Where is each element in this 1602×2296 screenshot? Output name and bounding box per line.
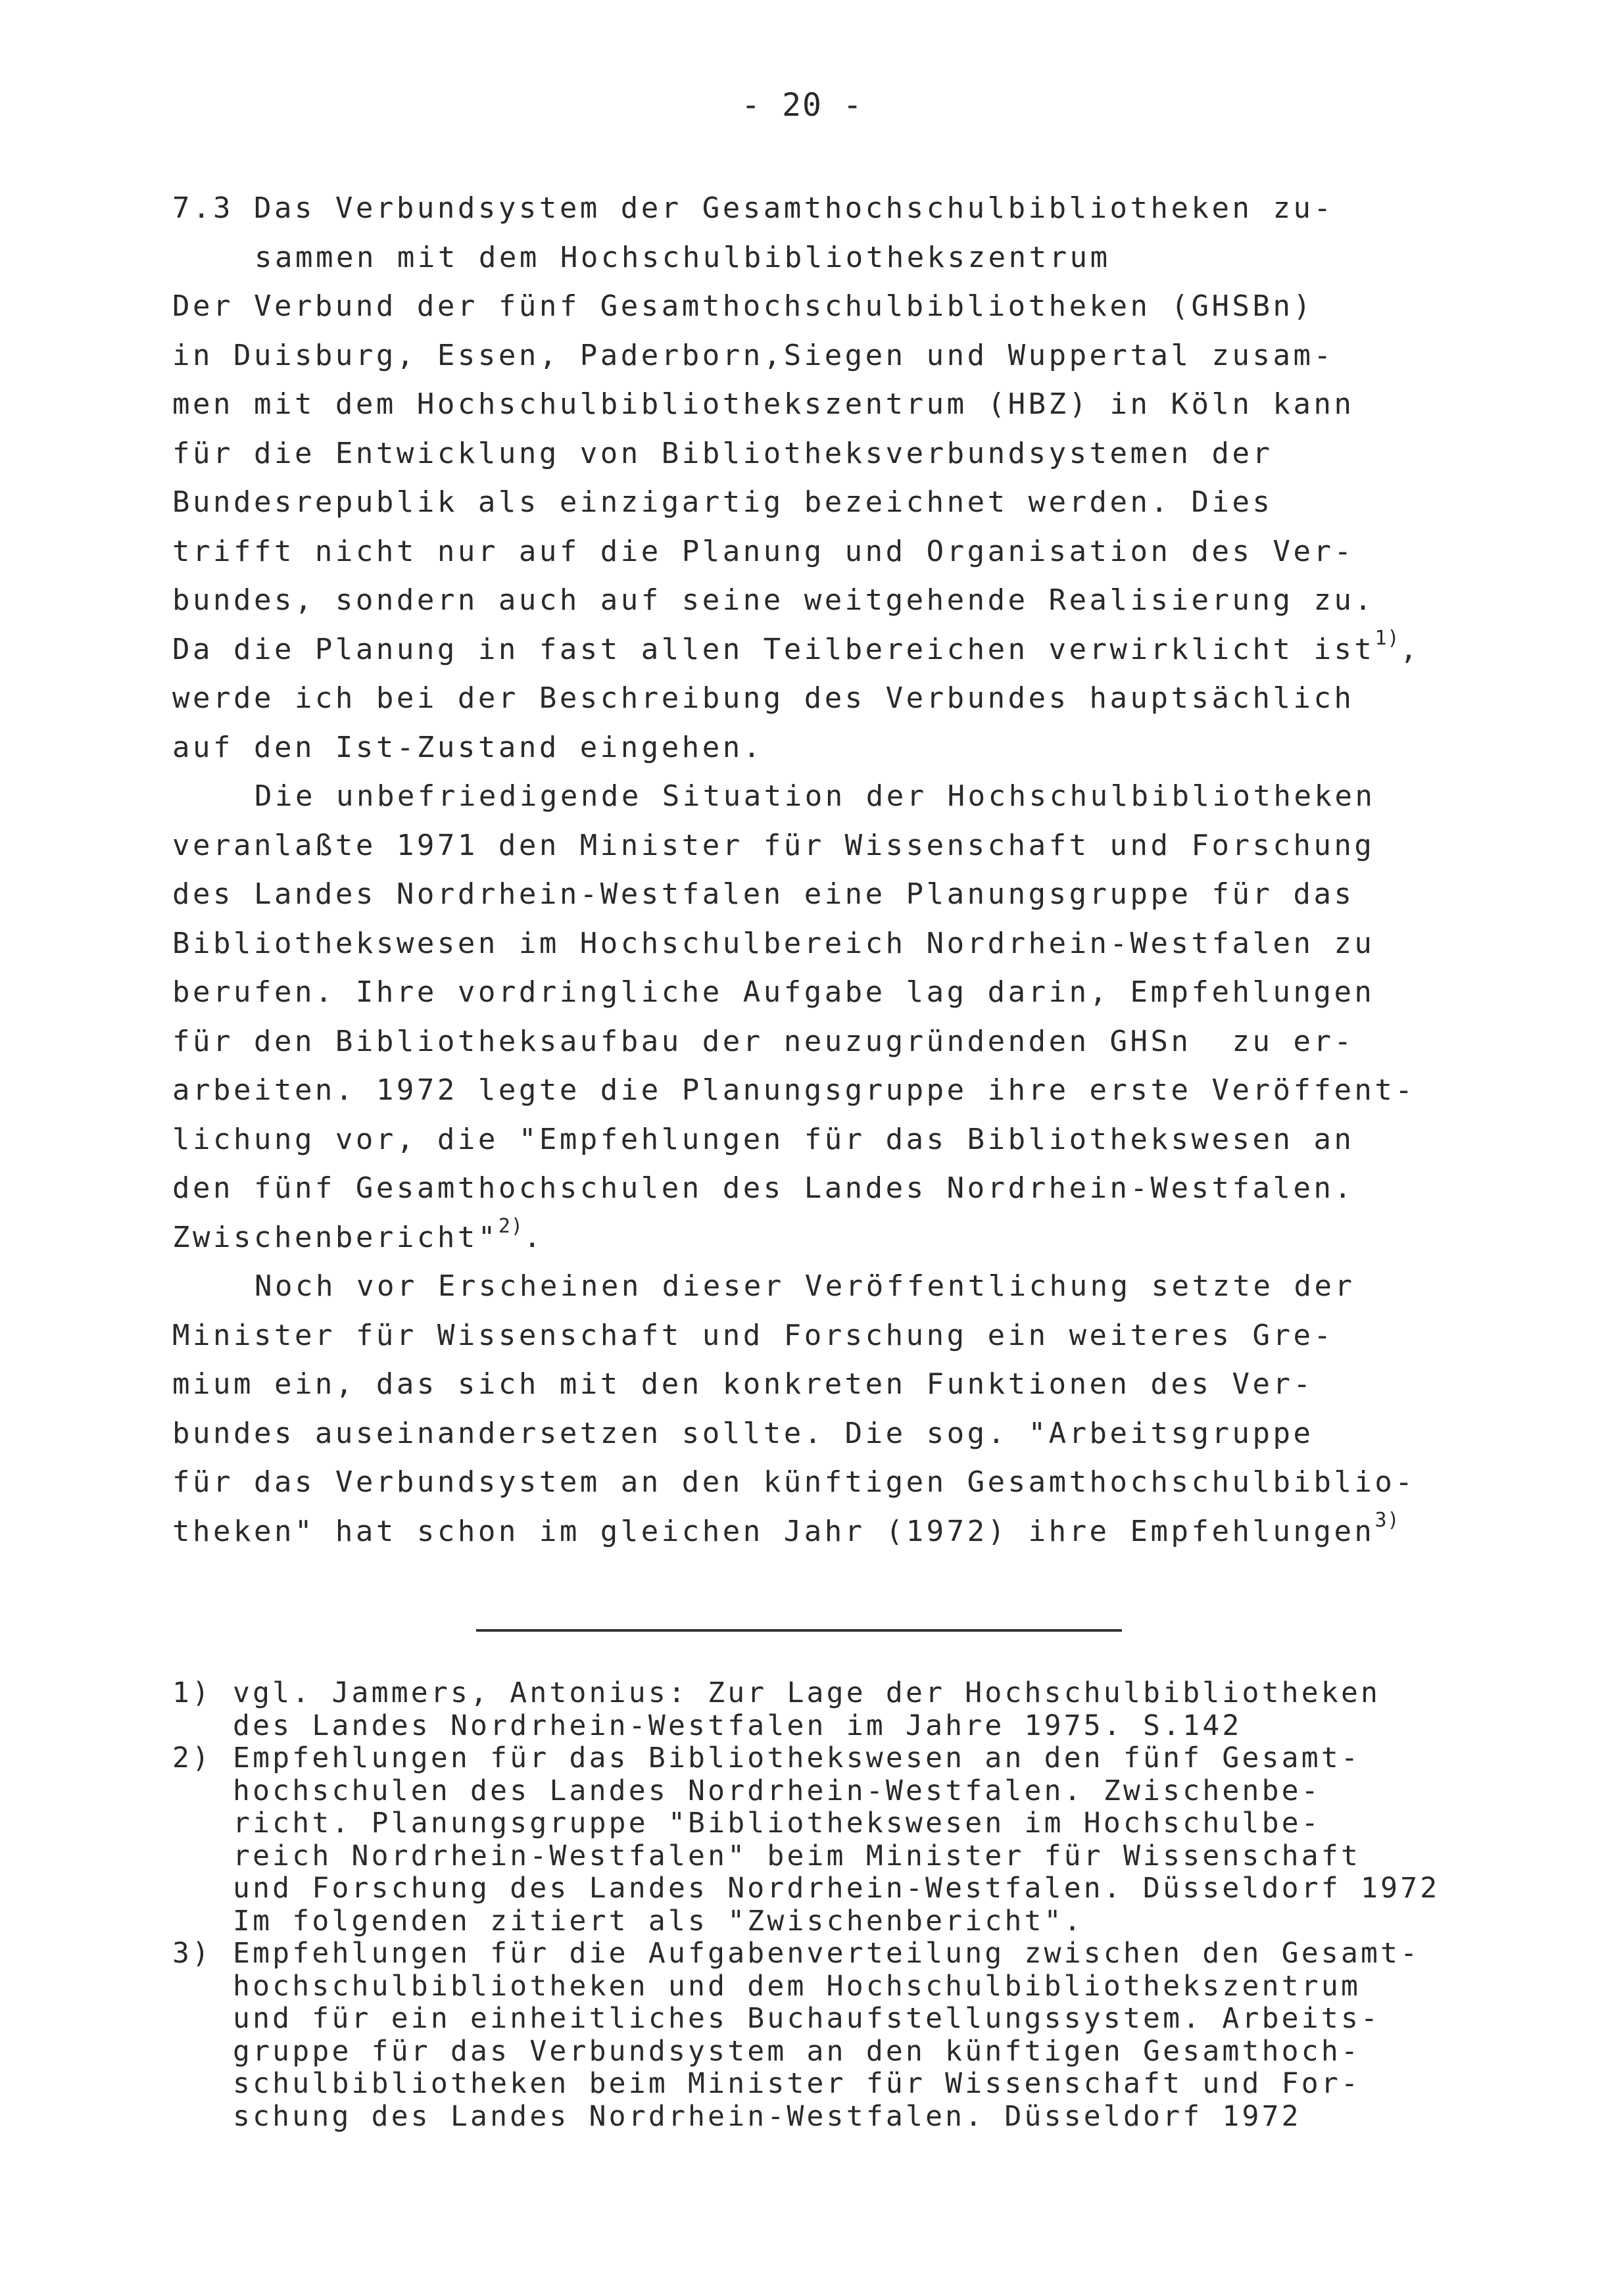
paragraph-line: bundes auseinandersetzen sollte. Die sog. "Arbeitsgruppe: [172, 1416, 1314, 1450]
line-text: Zwischenbericht": [172, 1220, 498, 1254]
section-heading-continuation: sammen mit dem Hochschulbibliothekszentrum: [255, 240, 1111, 274]
footnote-line: hochschulbibliotheken und dem Hochschulbibliothekszentrum: [233, 1969, 1361, 2003]
footnote-reference: 2): [498, 1214, 523, 1238]
footnote: [172, 1677, 1520, 1742]
paragraph-line: des Landes Nordrhein-Westfalen eine Planungsgruppe für das: [172, 877, 1355, 911]
paragraph-line: für den Bibliotheksaufbau der neuzugründenden GHSn zu er-: [172, 1024, 1355, 1058]
body-text: [172, 184, 1488, 1556]
footnote-line: schung des Landes Nordrhein-Westfalen. Düsseldorf 1972: [233, 2099, 1301, 2133]
line-punctuation: .: [523, 1220, 544, 1254]
footnote-text: [233, 1742, 1520, 1938]
line-punctuation: ,: [1399, 632, 1420, 666]
paragraph-line: [172, 625, 1488, 675]
footnote-separator: [476, 1629, 1122, 1632]
paragraph-line: Minister für Wissenschaft und Forschung ein weiteres Gre-: [172, 1318, 1334, 1352]
line-text: theken" hat schon im gleichen Jahr (1972) ihre Empfehlungen: [172, 1514, 1375, 1548]
footnote: [172, 1742, 1520, 1938]
footnote-line: vgl. Jammers, Antonius: Zur Lage der Hochschulbibliotheken: [233, 1676, 1381, 1709]
paragraph-line: mium ein, das sich mit den konkreten Funktionen des Ver-: [172, 1367, 1314, 1401]
section-heading: 7.3 Das Verbundsystem der Gesamthochschulbibliotheken zu-: [172, 191, 1334, 225]
footnote-text: [233, 1677, 1520, 1742]
footnote-line: gruppe für das Verbundsystem an den künftigen Gesamthoch-: [233, 2034, 1361, 2068]
footnote-line: Empfehlungen für die Aufgabenverteilung zwischen den Gesamt-: [233, 1937, 1420, 1970]
footnote-line: schulbibliotheken beim Minister für Wissenschaft und For-: [233, 2067, 1361, 2100]
footnote-reference: 1): [1374, 626, 1400, 650]
footnote-line: Empfehlungen für das Bibliothekswesen an den fünf Gesamt-: [233, 1742, 1361, 1774]
paragraph-line: in Duisburg, Essen, Paderborn,Siegen und Wuppertal zusam-: [172, 338, 1334, 372]
footnote-line: Im folgenden zitiert als "Zwischenbericht".: [233, 1904, 1084, 1938]
paragraph-line: arbeiten. 1972 legte die Planungsgruppe ihre erste Veröffent-: [172, 1073, 1416, 1107]
paragraph-line: Noch vor Erscheinen dieser Veröffentlichung setzte der: [255, 1269, 1355, 1303]
paragraph-line: werde ich bei der Beschreibung des Verbundes hauptsächlich: [172, 681, 1355, 715]
paragraph-line: auf den Ist-Zustand eingehen.: [172, 730, 764, 764]
paragraph-line: men mit dem Hochschulbibliothekszentrum (HBZ) in Köln kann: [172, 387, 1355, 421]
footnote-line: reich Nordrhein-Westfalen" beim Minister für Wissenschaft: [233, 1839, 1361, 1872]
paragraph-line: bundes, sondern auch auf seine weitgehende Realisierung zu.: [172, 583, 1375, 617]
paragraph-line: berufen. Ihre vordringliche Aufgabe lag darin, Empfehlungen: [172, 975, 1375, 1009]
footnote-line: richt. Planungsgruppe "Bibliothekswesen im Hochschulbe-: [233, 1807, 1321, 1840]
footnote-number: 2): [172, 1742, 212, 1774]
footnote: [172, 1938, 1520, 2133]
footnote-line: hochschulen des Landes Nordrhein-Westfalen. Zwischenbe-: [233, 1774, 1321, 1807]
paragraph-line: für das Verbundsystem an den künftigen Gesamthochschulbiblio-: [172, 1465, 1416, 1499]
footnotes: [172, 1677, 1520, 2133]
paragraph-line: trifft nicht nur auf die Planung und Organisation des Ver-: [172, 534, 1355, 568]
paragraph-line: veranlaßte 1971 den Minister für Wissenschaft und Forschung: [172, 828, 1375, 862]
footnote-number: 1): [172, 1676, 212, 1709]
footnote-line: des Landes Nordrhein-Westfalen im Jahre 1975. S.142: [233, 1709, 1242, 1742]
paragraph-line: Der Verbund der fünf Gesamthochschulbibliotheken (GHSBn): [172, 289, 1314, 323]
paragraph-line: Die unbefriedigende Situation der Hochschulbibliotheken: [255, 779, 1376, 813]
paragraph-line: lichung vor, die "Empfehlungen für das Bibliothekswesen an: [172, 1122, 1355, 1156]
footnote-reference: 3): [1374, 1508, 1400, 1532]
footnote-text: [233, 1938, 1520, 2133]
paragraph-line: [172, 1213, 1488, 1263]
paragraph-line: Bibliothekswesen im Hochschulbereich Nordrhein-Westfalen zu: [172, 926, 1375, 960]
paragraph-line: den fünf Gesamthochschulen des Landes Nordrhein-Westfalen.: [172, 1171, 1355, 1205]
page-number: - 20 -: [741, 87, 863, 124]
footnote-line: und Forschung des Landes Nordrhein-Westfalen. Düsseldorf 1972: [233, 1872, 1440, 1905]
paragraph-line: für die Entwicklung von Bibliotheksverbundsystemen der: [172, 436, 1273, 470]
paragraph-line: Bundesrepublik als einzigartig bezeichnet werden. Dies: [172, 485, 1273, 519]
footnote-number: 3): [172, 1937, 212, 1970]
paragraph-line: [172, 1507, 1488, 1557]
footnote-line: und für ein einheitliches Buchaufstellungssystem. Arbeits-: [233, 2002, 1381, 2035]
line-text: Da die Planung in fast allen Teilbereichen verwirklicht ist: [172, 632, 1375, 666]
